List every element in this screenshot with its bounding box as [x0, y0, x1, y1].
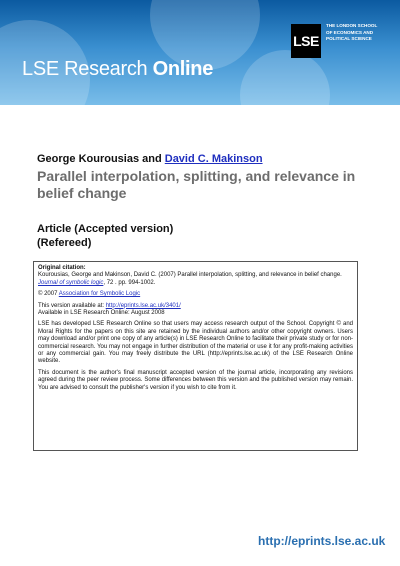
- header-banner: [0, 0, 400, 105]
- citation-text: Kourousias, George and Makinson, David C. (2007) Parallel interpolation, splitting, and relevance in belief change.: [38, 272, 342, 279]
- version-url-link[interactable]: http://eprints.lse.ac.uk/3401/: [105, 302, 181, 309]
- citation-heading: Original citation:: [38, 265, 86, 271]
- version-note: This document is the author's final manuscript accepted version of the journal article, incorporating any revisions agreed during the peer review process. Some differences between this version and the published version may remain. You are advised to consult the publisher's version if you wish to cite from it.: [38, 369, 353, 391]
- brand-title-regular: LSE Research: [22, 58, 153, 80]
- document-type-line: Article (Accepted version): [37, 223, 174, 235]
- citation-paragraph: [38, 265, 353, 287]
- citation-box: [33, 261, 358, 451]
- authors: [37, 153, 263, 165]
- journal-link[interactable]: Journal of symbolic logic: [38, 279, 104, 286]
- document-type: [37, 222, 173, 250]
- banner-decoration: [240, 50, 330, 105]
- brand-title-bold: Online: [152, 58, 214, 80]
- brand-title: [22, 58, 213, 81]
- logo-line: POLITICAL SCIENCE: [326, 36, 372, 41]
- copyright-line: [38, 291, 353, 298]
- paper-title: Parallel interpolation, splitting, and relevance in belief change: [37, 168, 356, 201]
- citation-text-after: , 72 . pp. 994-1002.: [103, 279, 156, 286]
- lse-logo: LSE: [291, 24, 321, 58]
- availability-text: Available in LSE Research Online: August 2008: [38, 310, 165, 317]
- logo-line: THE LONDON SCHOOL: [326, 23, 378, 28]
- policy-text: LSE has developed LSE Research Online so that users may access research output of the School. Copyright © and Moral Rights for the papers on this site are retained by the individual authors and/or other copyright owners. Users may download and/or print one copy of any article(s) in LSE Research Online to facilitate their private study or for non-commercial research. You may not engage in further distribution of the material or use it for any profit-making activities or any commercial gain. You may freely distribute the URL (http://eprints.lse.ac.uk) of the LSE Research Online website.: [38, 321, 353, 365]
- author-plain: George Kourousias and: [37, 153, 165, 165]
- footer-url[interactable]: http://eprints.lse.ac.uk: [258, 534, 386, 548]
- lse-logo-text: [326, 23, 398, 43]
- version-info: [38, 303, 353, 318]
- version-prefix: This version available at:: [38, 302, 106, 309]
- author-link[interactable]: David C. Makinson: [164, 153, 263, 165]
- logo-line: OF ECONOMICS AND: [326, 29, 374, 35]
- copyright-prefix: © 2007: [38, 291, 59, 298]
- publisher-link[interactable]: Association for Symbolic Logic: [58, 291, 141, 298]
- refereed-line: (Refereed): [37, 237, 92, 249]
